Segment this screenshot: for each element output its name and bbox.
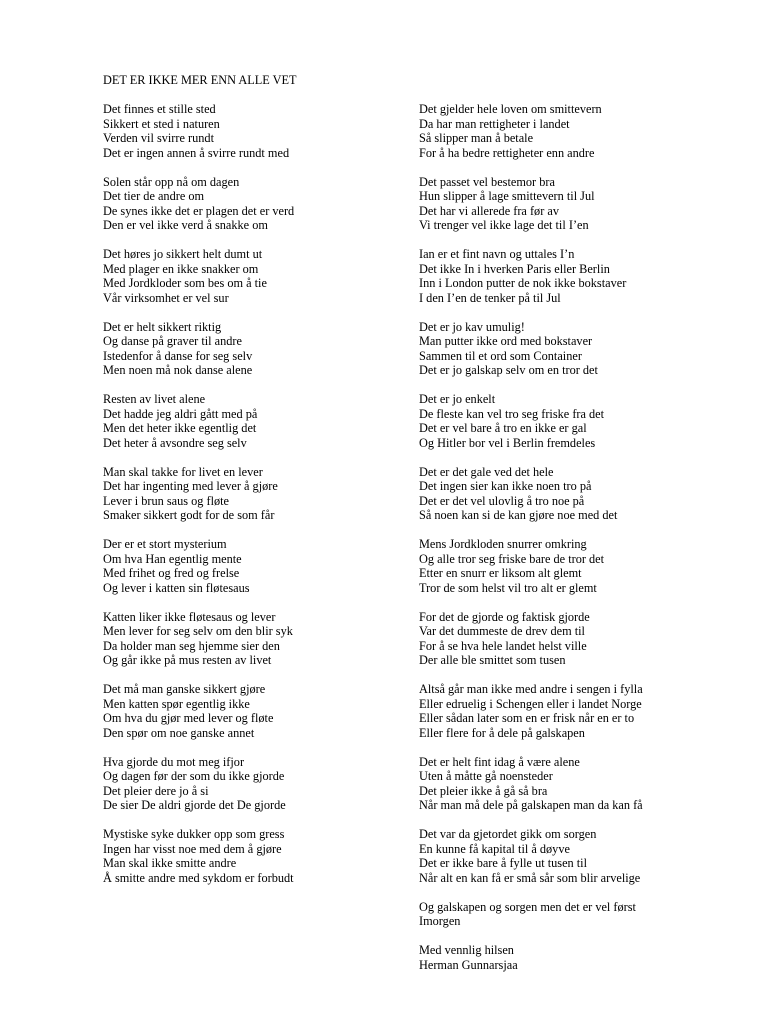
- poem-line: Det er helt fint idag å være alene: [419, 754, 580, 769]
- poem-line: Med frihet og fred og frelse: [103, 566, 240, 580]
- poem-line: Og Hitler bor vel i Berlin fremdeles: [419, 435, 596, 450]
- poem-line: Man skal takke for livet en lever: [103, 464, 263, 479]
- poem-line: Verden vil svirre rundt: [103, 131, 214, 145]
- poem-line: Der er et stort mysterium: [103, 537, 227, 551]
- stanza: [419, 320, 749, 378]
- poem-line: Da holder man seg hjemme sier den: [103, 638, 280, 653]
- poem-line: Å smitte andre med sykdom er forbudt: [103, 870, 294, 885]
- poem-line: De fleste kan vel tro seg friske fra det: [419, 406, 605, 421]
- stanza: [419, 900, 749, 929]
- poem-line: Eller sådan later som en er frisk når en er to: [419, 711, 635, 725]
- poem-line: Herman Gunnarsjaa: [419, 957, 518, 972]
- poem-line: Om hva du gjør med lever og fløte: [103, 711, 274, 725]
- poem-line: Vår virksomhet er vel sur: [103, 290, 229, 305]
- poem-line: Og dagen før der som du ikke gjorde: [103, 769, 285, 783]
- stanza: [419, 102, 749, 160]
- poem-line: Det ikke In i hverken Paris eller Berlin: [419, 261, 610, 276]
- poem-line: Altså går man ikke med andre i sengen i fylla: [419, 682, 643, 696]
- poem-line: Med vennlig hilsen: [419, 943, 514, 957]
- poem-line: Men lever for seg selv om den blir syk: [103, 624, 293, 638]
- poem-line: Solen står opp nå om dagen: [103, 174, 240, 189]
- poem-line: Så slipper man å betale: [419, 131, 534, 145]
- stanza: [103, 465, 403, 523]
- poem-line: Og lever i katten sin fløtesaus: [103, 580, 250, 595]
- poem-line: Det passet vel bestemor bra: [419, 174, 555, 189]
- stanza: [103, 102, 403, 160]
- poem-line: Sikkert et sted i naturen: [103, 116, 220, 131]
- poem-line: Det høres jo sikkert helt dumt ut: [103, 247, 263, 261]
- stanza: [103, 610, 403, 668]
- stanza: [419, 682, 749, 740]
- poem-line: Katten liker ikke fløtesaus og lever: [103, 609, 276, 624]
- poem-line: Da har man rettigheter i landet: [419, 116, 570, 131]
- poem-title: DET ER IKKE MER ENN ALLE VET: [103, 73, 297, 87]
- poem-line: Ian er et fint navn og uttales I’n: [419, 247, 575, 261]
- poem-line: Der alle ble smittet som tusen: [419, 653, 566, 667]
- stanza: [103, 755, 403, 813]
- poem-line: Det er ingen annen å svirre rundt med: [103, 145, 290, 160]
- poem-line: Det er vel bare å tro en ikke er gal: [419, 421, 587, 435]
- stanza: [419, 392, 749, 450]
- poem-line: Men det heter ikke egentlig det: [103, 421, 257, 435]
- poem-line: Når man må dele på galskapen man da kan få: [419, 798, 643, 812]
- poem-line: Eller edruelig i Schengen eller i landet Norge: [419, 696, 642, 711]
- poem-line: Med plager en ikke snakker om: [103, 261, 259, 276]
- stanza: [419, 247, 749, 305]
- poem-line: Resten av livet alene: [103, 392, 206, 406]
- poem-line: Det er det gale ved det hele: [419, 464, 554, 479]
- poem-line: Det må man ganske sikkert gjøre: [103, 682, 266, 696]
- poem-line: Og galskapen og sorgen men det er vel først: [419, 899, 636, 914]
- poem-line: Imorgen: [419, 914, 461, 928]
- poem-line: Det gjelder hele loven om smittevern: [419, 102, 602, 116]
- poem-line: Mystiske syke dukker opp som gress: [103, 827, 285, 841]
- poem-line: Uten å måtte gå noensteder: [419, 769, 553, 783]
- poem-line: Man skal ikke smitte andre: [103, 856, 237, 870]
- poem-line: Istedenfor å danse for seg selv: [103, 348, 253, 363]
- poem-line: Det er jo enkelt: [419, 392, 496, 406]
- stanza: [103, 537, 403, 595]
- poem-line: Den spør om noe ganske annet: [103, 725, 255, 740]
- poem-line: De synes ikke det er plagen det er verd: [103, 203, 295, 218]
- stanza: [103, 392, 403, 450]
- poem-line: De sier De aldri gjorde det De gjorde: [103, 798, 286, 812]
- poem-line: Men noen må nok danse alene: [103, 363, 253, 377]
- poem-line: Det har ingenting med lever å gjøre: [103, 479, 278, 493]
- poem-line: Mens Jordkloden snurrer omkring: [419, 537, 587, 551]
- stanza: [419, 827, 749, 885]
- right-column: [419, 102, 749, 987]
- poem-line: Det er jo galskap selv om en tror det: [419, 363, 598, 377]
- stanza: [419, 175, 749, 233]
- stanza: [103, 175, 403, 233]
- poem-line: En kunne få kapital til å døyve: [419, 841, 570, 856]
- poem-line: I den I’en de tenker på til Jul: [419, 290, 561, 305]
- poem-line: Ingen har visst noe med dem å gjøre: [103, 841, 282, 856]
- poem-line: Etter en snurr er liksom alt glemt: [419, 566, 582, 580]
- poem-line: Hun slipper å lage smittevern til Jul: [419, 189, 595, 203]
- poem-line: Og går ikke på mus resten av livet: [103, 653, 272, 667]
- poem-line: Det er jo kav umulig!: [419, 319, 525, 334]
- poem-line: Det er helt sikkert riktig: [103, 319, 222, 334]
- poem-line: Man putter ikke ord med bokstaver: [419, 334, 593, 348]
- poem-line: Det ingen sier kan ikke noen tro på: [419, 479, 592, 493]
- poem-line: Var det dummeste de drev dem til: [419, 624, 585, 638]
- poem-line: Det finnes et stille sted: [103, 102, 216, 116]
- poem-line: Det var da gjetordet gikk om sorgen: [419, 827, 597, 841]
- poem-line: Hva gjorde du mot meg ifjor: [103, 754, 245, 769]
- poem-line: For det de gjorde og faktisk gjorde: [419, 609, 590, 624]
- poem-line: Det hadde jeg aldri gått med på: [103, 406, 258, 421]
- stanza: [103, 247, 403, 305]
- poem-line: Det er det vel ulovlig å tro noe på: [419, 493, 585, 508]
- poem-line: Det pleier dere jo å si: [103, 783, 209, 798]
- poem-line: Så noen kan si de kan gjøre noe med det: [419, 508, 618, 522]
- poem-line: Vi trenger vel ikke lage det til I’en: [419, 218, 589, 232]
- poem-line: For å ha bedre rettigheter enn andre: [419, 145, 595, 160]
- stanza: [103, 320, 403, 378]
- poem-line: Det tier de andre om: [103, 189, 205, 203]
- poem-line: Sammen til et ord som Container: [419, 348, 582, 363]
- poem-line: Inn i London putter de nok ikke bokstaver: [419, 276, 627, 290]
- stanza: [419, 943, 749, 972]
- stanza: [419, 537, 749, 595]
- stanza: [419, 610, 749, 668]
- poem-line: Det pleier ikke å gå så bra: [419, 783, 548, 798]
- poem-line: Når alt en kan få er små sår som blir arvelige: [419, 870, 641, 885]
- stanza: [419, 755, 749, 813]
- poem-line: Den er vel ikke verd å snakke om: [103, 218, 268, 232]
- stanza: [103, 827, 403, 885]
- poem-line: Det heter å avsondre seg selv: [103, 435, 247, 450]
- poem-line: For å se hva hele landet helst ville: [419, 638, 587, 653]
- poem-line: Og alle tror seg friske bare de tror det: [419, 551, 605, 566]
- poem-line: Smaker sikkert godt for de som får: [103, 508, 275, 522]
- left-column: [103, 102, 403, 900]
- poem-line: Lever i brun saus og fløte: [103, 493, 230, 508]
- poem-line: Med Jordkloder som bes om å tie: [103, 276, 267, 290]
- poem-line: Eller flere for å dele på galskapen: [419, 725, 585, 740]
- poem-line: Om hva Han egentlig mente: [103, 551, 242, 566]
- stanza: [419, 465, 749, 523]
- poem-line: Og danse på graver til andre: [103, 334, 242, 348]
- poem-line: Det har vi allerede fra før av: [419, 203, 559, 218]
- poem-line: Det er ikke bare å fylle ut tusen til: [419, 856, 587, 870]
- poem-line: Men katten spør egentlig ikke: [103, 696, 250, 711]
- stanza: [103, 682, 403, 740]
- poem-line: Tror de som helst vil tro alt er glemt: [419, 580, 597, 595]
